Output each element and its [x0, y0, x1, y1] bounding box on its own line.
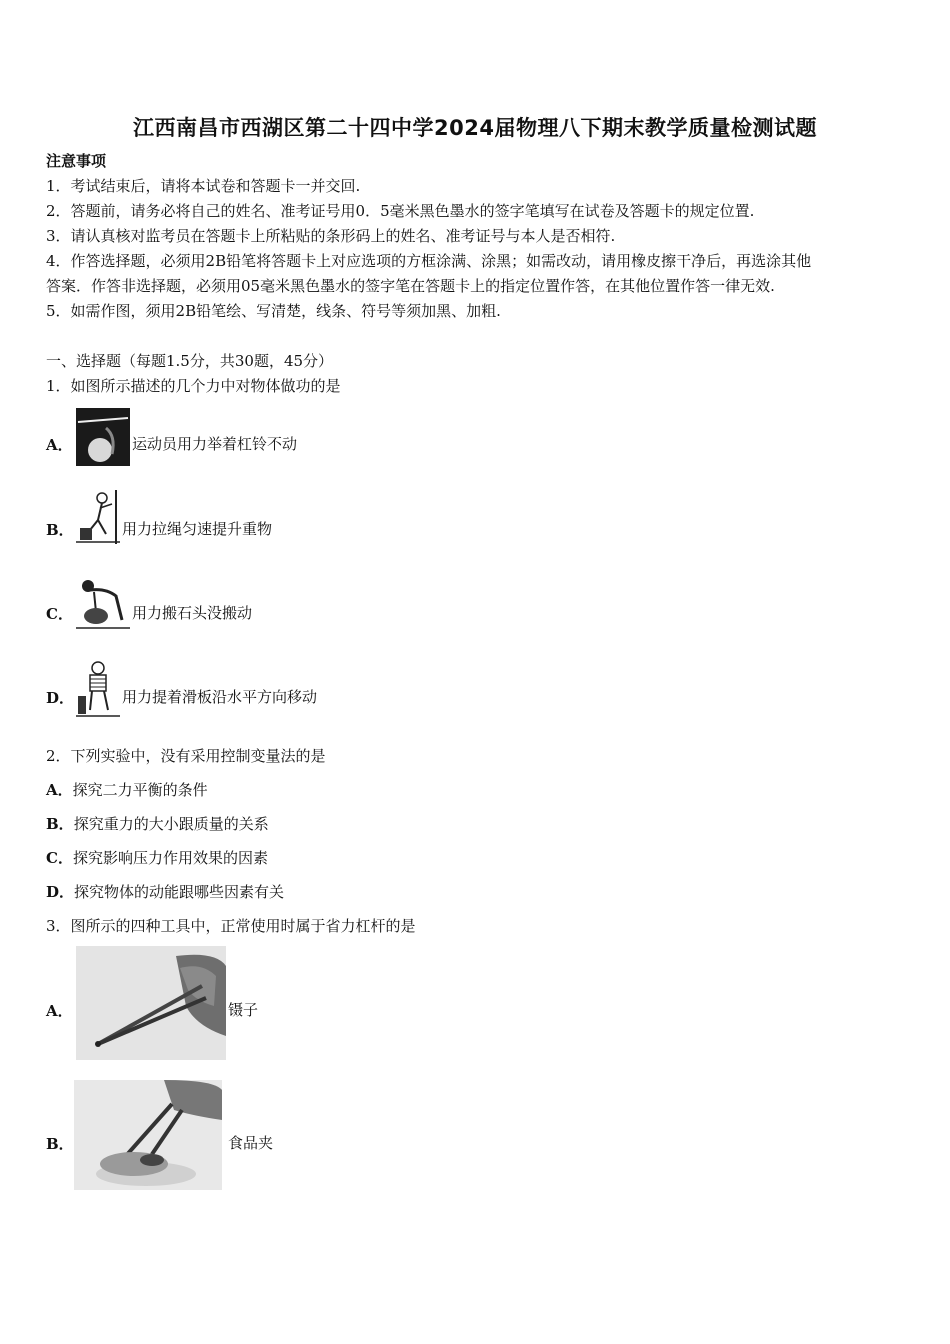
weightlifter-illustration	[76, 408, 130, 466]
question-stem: 1．如图所示描述的几个力中对物体做功的是	[46, 377, 341, 395]
option-letter: A．	[46, 781, 73, 799]
option-text: 运动员用力举着杠铃不动	[132, 435, 298, 453]
notice-heading: 注意事项	[46, 152, 107, 170]
option-text: 镊子	[228, 1001, 259, 1019]
question-stem: 2．下列实验中，没有采用控制变量法的是	[46, 747, 326, 765]
option-letter: D．	[46, 883, 75, 901]
option-text: 探究二力平衡的条件	[72, 781, 208, 799]
notice-item: 2．答题前，请务必将自己的姓名、准考证号用0．5毫米黑色墨水的签字笔填写在试卷及答题卡的规定位置.	[46, 202, 755, 220]
option-text: 食品夹	[228, 1134, 274, 1152]
option-text: 探究影响压力作用效果的因素	[72, 849, 268, 867]
option-text: 探究重力的大小跟质量的关系	[73, 815, 269, 833]
notice-item: 3．请认真核对监考员在答题卡上所粘贴的条形码上的姓名、准考证号与本人是否相符.	[46, 227, 616, 245]
notice-item: 答案．作答非选择题，必须用05毫米黑色墨水的签字笔在答题卡上的指定位置作答，在其他位置作答一律无效.	[46, 277, 775, 295]
option-letter: A．	[46, 1002, 73, 1020]
stone-lifting-illustration	[76, 576, 130, 630]
option-letter: C．	[46, 605, 73, 623]
option-letter: D．	[46, 689, 75, 707]
option-letter: B．	[46, 1135, 74, 1153]
food-tongs-photo	[74, 1080, 222, 1190]
option-text: 探究物体的动能跟哪些因素有关	[74, 883, 285, 901]
option-text: 用力拉绳匀速提升重物	[122, 520, 273, 538]
notice-item: 4．作答选择题，必须用2B铅笔将答题卡上对应选项的方框涂满、涂黑；如需改动，请用橡皮擦干净后，再选涂其他	[46, 252, 812, 270]
option-item	[46, 780, 208, 800]
tweezers-photo	[76, 946, 226, 1060]
notice-item: 5．如需作图，须用2B铅笔绘、写清楚，线条、符号等须加黑、加粗.	[46, 302, 501, 320]
skateboard-carry-illustration	[76, 660, 120, 718]
option-item	[46, 882, 284, 902]
option-letter: C．	[46, 849, 73, 867]
question-stem: 3．图所示的四种工具中，正常使用时属于省力杠杆的是	[46, 917, 416, 935]
option-item	[46, 848, 268, 868]
option-item	[46, 814, 269, 834]
page-title: 江西南昌市西湖区第二十四中学2024届物理八下期末教学质量检测试题	[133, 116, 817, 140]
option-letter: B．	[46, 815, 74, 833]
option-letter: A．	[46, 436, 73, 454]
notice-item: 1．考试结束后，请将本试卷和答题卡一并交回.	[46, 177, 361, 195]
option-letter: B．	[46, 521, 74, 539]
section-heading: 一、选择题（每题1.5分，共30题，45分）	[46, 352, 334, 370]
rope-pulling-illustration	[76, 490, 120, 544]
option-text: 用力提着滑板沿水平方向移动	[122, 688, 318, 706]
option-text: 用力搬石头没搬动	[132, 604, 253, 622]
